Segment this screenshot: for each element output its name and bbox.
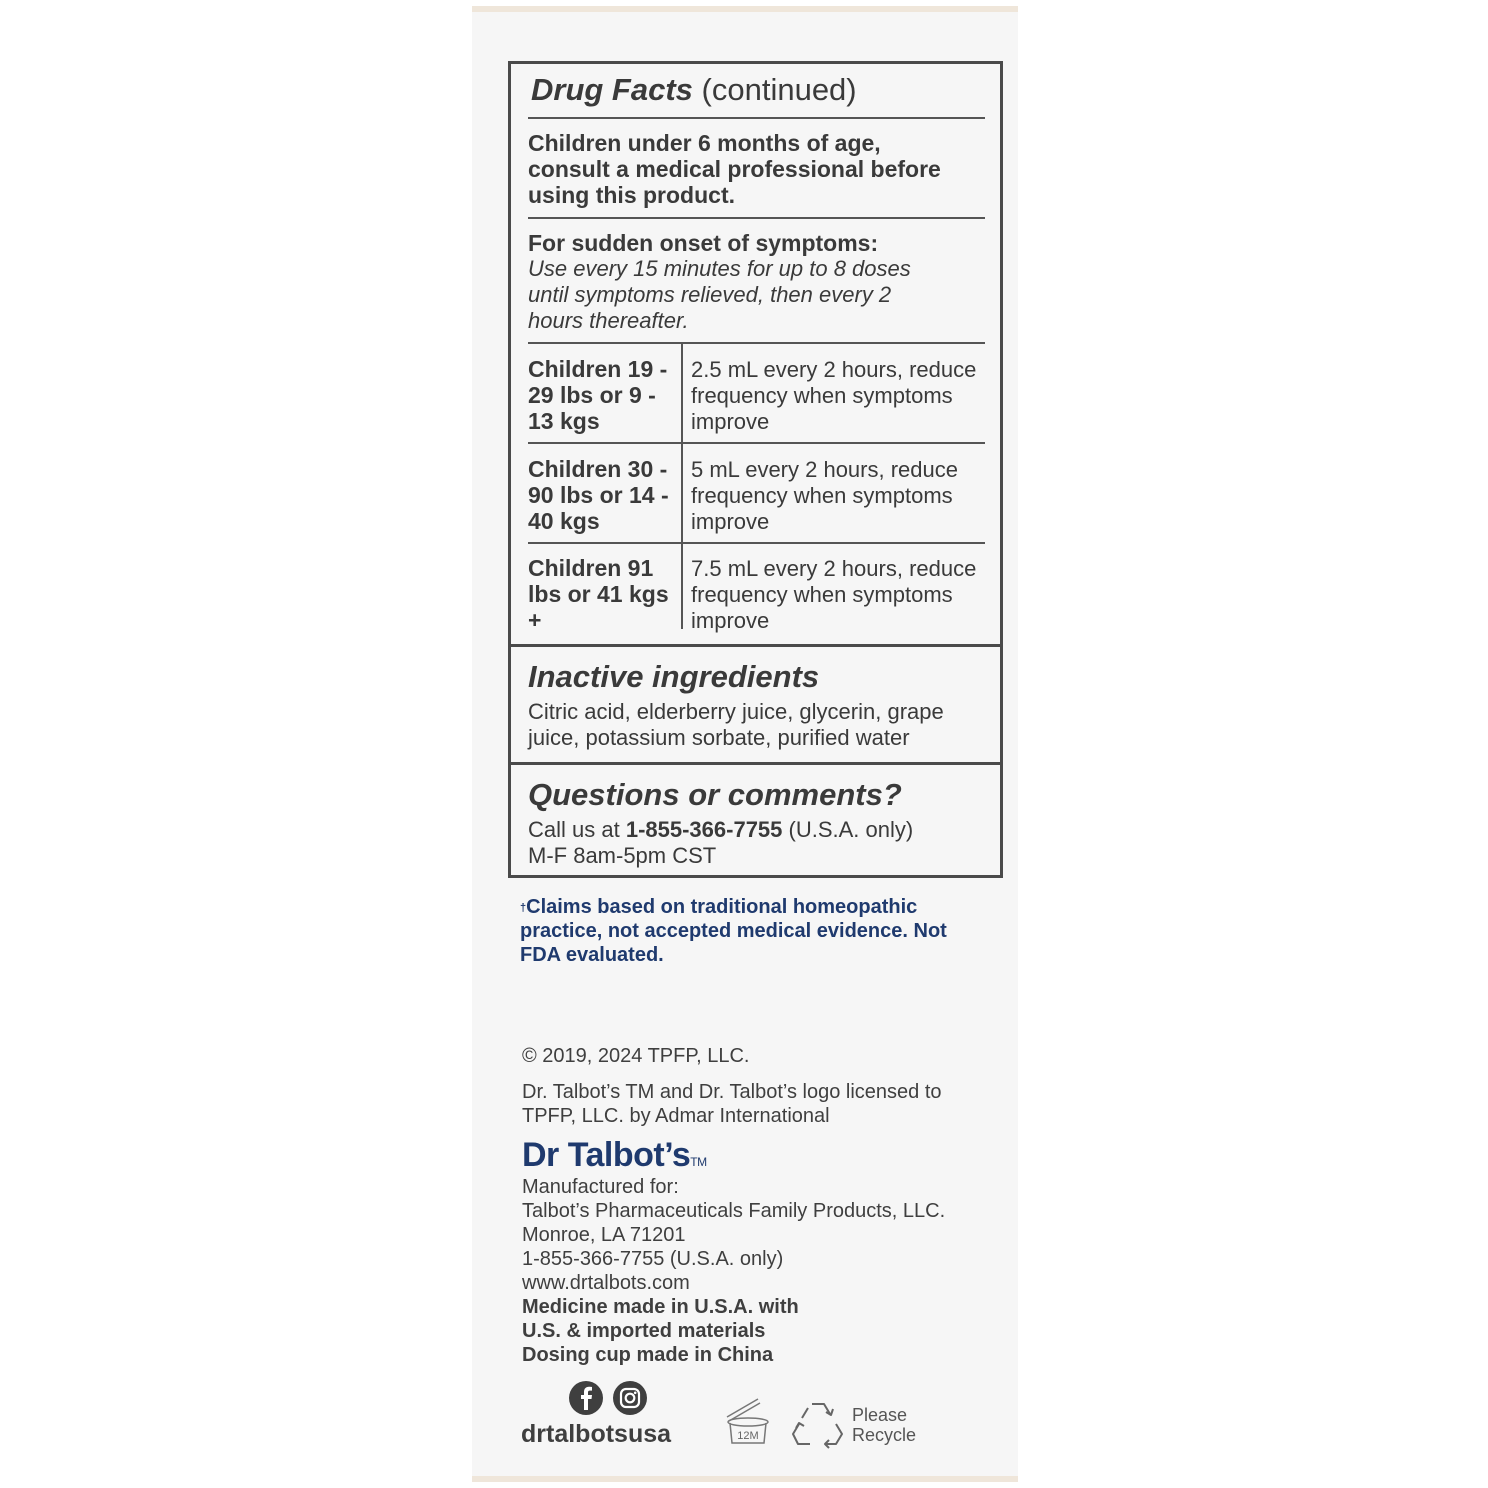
homeopathic-claims-disclaimer bbox=[520, 895, 990, 967]
questions-hours: M-F 8am-5pm CST bbox=[528, 843, 717, 868]
dosage-row-1-group: Children 19 - 29 lbs or 9 - 13 kgs bbox=[528, 356, 668, 434]
questions-prefix: Call us at bbox=[528, 817, 626, 842]
divider bbox=[528, 442, 985, 444]
dagger-mark: † bbox=[520, 902, 527, 914]
dosage-row-2-group: Children 30 - 90 lbs or 14 - 40 kgs bbox=[528, 456, 669, 534]
brand-logo-tm: TM bbox=[690, 1155, 707, 1169]
manufactured-for-label: Manufactured for: bbox=[522, 1176, 679, 1198]
license-text: Dr. Talbot’s TM and Dr. Talbot’s logo licensed to TPFP, LLC. by Admar International bbox=[522, 1081, 942, 1127]
brand-logo-text: Dr Talbot’s bbox=[522, 1136, 691, 1174]
drug-facts-title bbox=[531, 72, 857, 108]
facebook-icon bbox=[568, 1380, 604, 1416]
divider bbox=[528, 542, 985, 544]
questions-heading: Questions or comments? bbox=[528, 777, 902, 812]
period-after-opening-icon bbox=[722, 1395, 770, 1447]
dosage-row-2-dose: 5 mL every 2 hours, reduce frequency when symptoms improve bbox=[691, 457, 958, 534]
drug-facts-title-rest: (continued) bbox=[692, 72, 857, 107]
please-recycle-text bbox=[852, 1405, 916, 1445]
origin-line-1: Medicine made in U.S.A. with bbox=[522, 1296, 799, 1318]
divider bbox=[528, 217, 985, 219]
recycle-icon bbox=[790, 1396, 846, 1452]
inactive-ingredients-heading: Inactive ingredients bbox=[528, 659, 820, 694]
section-divider bbox=[511, 762, 1000, 765]
sudden-onset-heading: For sudden onset of symptoms: bbox=[528, 230, 879, 256]
company-city: Monroe, LA 71201 bbox=[522, 1224, 686, 1246]
brand-logo bbox=[522, 1136, 707, 1175]
inactive-ingredients-text: Citric acid, elderberry juice, glycerin, grape juice, potassium sorbate, purified water bbox=[528, 699, 944, 750]
infant-warning: Children under 6 months of age, consult a medical professional before using this product. bbox=[528, 130, 941, 208]
dosage-row-3-dose: 7.5 mL every 2 hours, reduce frequency when symptoms improve bbox=[691, 556, 977, 633]
company-name: Talbot’s Pharmaceuticals Family Products, LLC. bbox=[522, 1200, 946, 1222]
questions-suffix: (U.S.A. only) bbox=[782, 817, 914, 842]
pao-label: 12M bbox=[737, 1430, 759, 1442]
questions-phone: 1-855-366-7755 bbox=[625, 817, 783, 842]
table-column-divider bbox=[681, 344, 683, 629]
recycle-line-2: Recycle bbox=[852, 1425, 917, 1445]
drug-facts-box bbox=[508, 61, 1003, 878]
divider bbox=[528, 342, 985, 344]
questions-text bbox=[528, 817, 988, 869]
drug-facts-title-bold: Drug Facts bbox=[531, 72, 693, 107]
dosage-row-1-dose: 2.5 mL every 2 hours, reduce frequency when symptoms improve bbox=[691, 357, 977, 434]
dosage-row-3-group: Children 91 lbs or 41 kgs + bbox=[528, 555, 669, 633]
copyright: © 2019, 2024 TPFP, LLC. bbox=[522, 1045, 750, 1067]
social-handle: drtalbotsusa bbox=[521, 1420, 672, 1448]
claims-text: Claims based on traditional homeopathic practice, not accepted medical evidence. Not FDA evaluated. bbox=[520, 896, 947, 966]
divider bbox=[528, 117, 985, 119]
sudden-onset-text: Use every 15 minutes for up to 8 doses until symptoms relieved, then every 2 hours thereafter. bbox=[528, 256, 911, 333]
social-icons bbox=[568, 1380, 648, 1416]
origin-line-2: U.S. & imported materials bbox=[522, 1320, 766, 1342]
instagram-icon bbox=[612, 1380, 648, 1416]
company-website: www.drtalbots.com bbox=[522, 1272, 690, 1294]
recycle-line-1: Please bbox=[852, 1405, 908, 1425]
company-phone: 1-855-366-7755 (U.S.A. only) bbox=[522, 1248, 784, 1270]
section-divider bbox=[511, 644, 1000, 647]
origin-line-3: Dosing cup made in China bbox=[522, 1344, 774, 1366]
